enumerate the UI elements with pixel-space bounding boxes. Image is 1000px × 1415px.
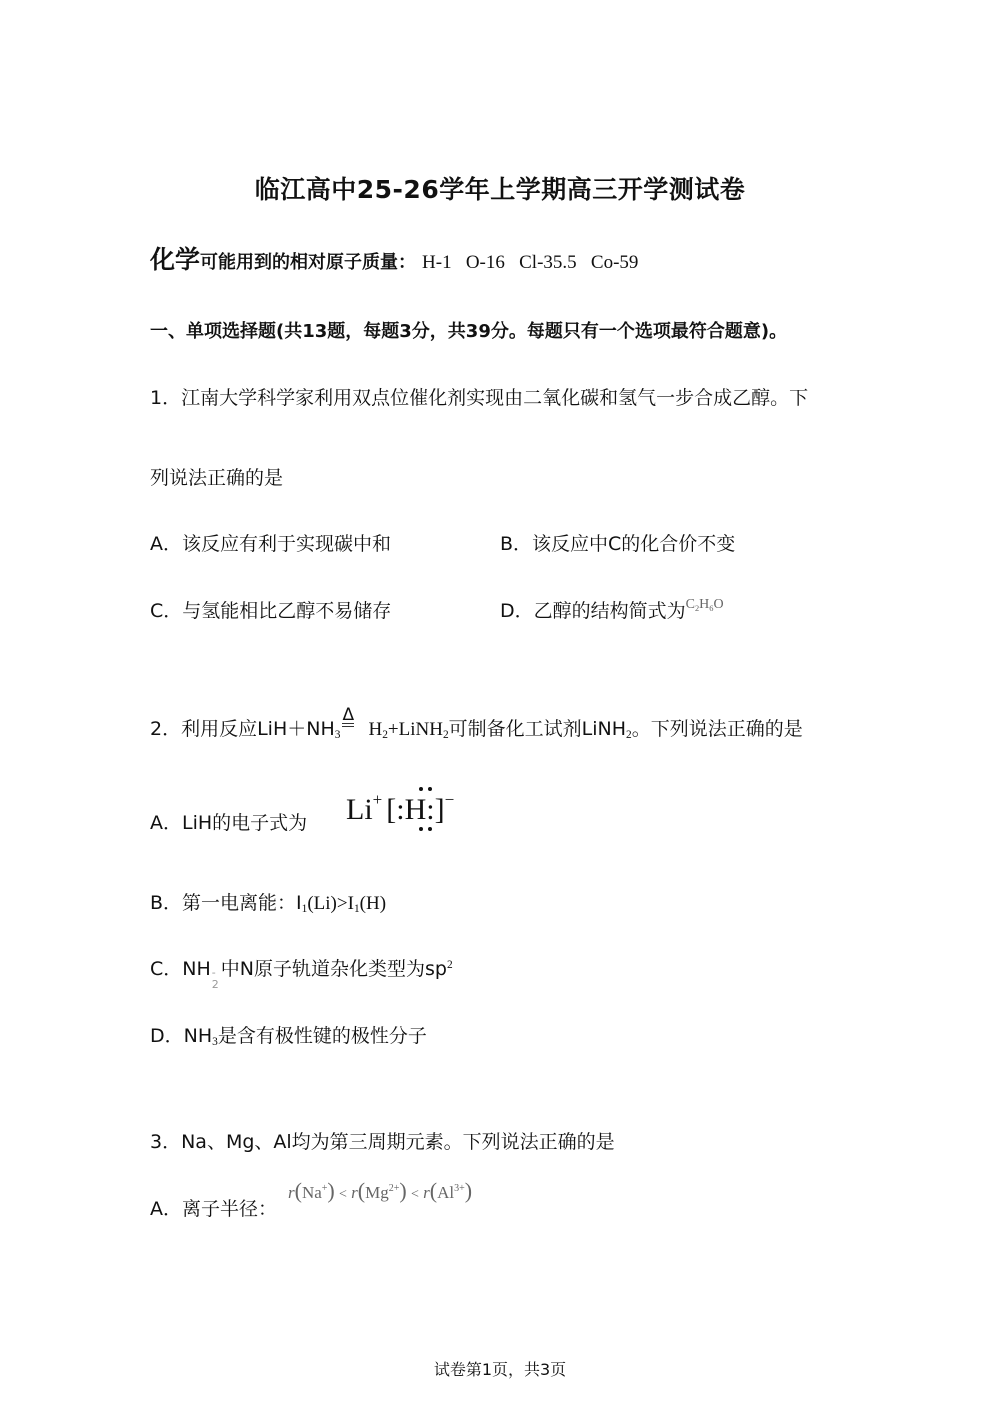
q3-option-a: A．离子半径：	[150, 1198, 277, 1220]
q1-option-a: A．该反应有利于实现碳中和	[150, 533, 391, 555]
q2-option-b: B．第一电离能：$I_1(Li)>I_1(H)$	[150, 892, 387, 915]
electron-dot	[419, 827, 423, 831]
q2-stem: 2．利用反应$LiH+NH_3$ Δ $H_2+LiNH_2$可制备化工试剂LiNH$_2$。下列说法正确的是	[150, 705, 803, 741]
q1-option-d	[500, 596, 724, 623]
page-footer: 试卷第1页，共3页	[433, 1360, 567, 1379]
q2-option-d: D．$NH_3$是含有极性键的极性分子	[150, 1025, 427, 1048]
q1-option-d-text: D．乙醇的结构简式为	[500, 600, 686, 622]
electron-dot	[419, 787, 423, 791]
lih-electron-formula: Li+ [:H:]−	[346, 790, 454, 827]
electron-dot	[428, 827, 432, 831]
ethanol-formula: C2H6O	[685, 597, 724, 613]
q1-stem-line2: 列说法正确的是	[150, 467, 284, 489]
q3-stem: 3．Na、Mg、Al均为第三周期元素。下列说法正确的是	[150, 1131, 615, 1153]
q1-option-c: C．与氢能相比乙醇不易储存	[150, 600, 392, 622]
ion-radius-formula: $r(Na^+) < r(Mg^{2+}) < r(Al^{3+})$	[288, 1178, 473, 1203]
q1-stem-line1: 1．江南大学科学家利用双点位催化剂实现由二氧化碳和氢气一步合成乙醇。下	[150, 387, 809, 409]
atomic-mass-values: H-1 O-16 Cl-35.5 Co-59	[422, 252, 639, 273]
q1-option-b: B．该反应中C的化合价不变	[500, 533, 736, 555]
delta-symbol: Δ	[342, 705, 355, 725]
electron-dot	[428, 787, 432, 791]
q2-option-a: A．LiH的电子式为	[150, 812, 308, 834]
page-title: 临江高中25-26学年上学期高三开学测试卷	[254, 175, 746, 204]
subject-name: 化学	[150, 245, 201, 274]
q2-option-c: C．NH - 2 中N原子轨道杂化类型为$sp^2$	[150, 958, 453, 991]
equals-sign	[342, 723, 354, 727]
atomic-mass-label: 可能用到的相对原子质量：	[200, 252, 417, 273]
section-heading: 一、单项选择题(共13题，每题3分，共39分。每题只有一个选项最符合题意)。	[150, 321, 788, 342]
subject-line	[150, 240, 638, 276]
